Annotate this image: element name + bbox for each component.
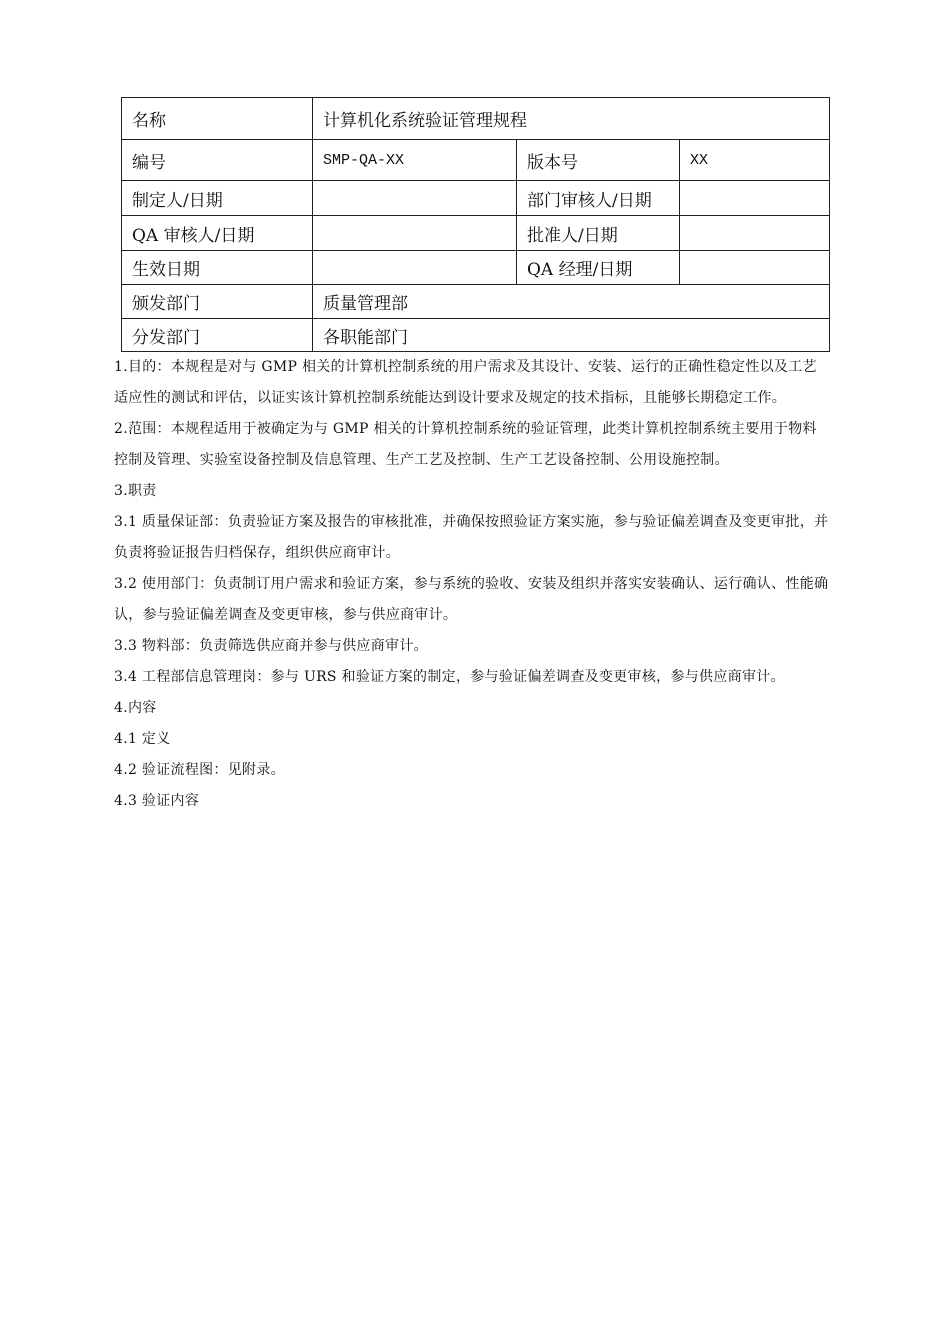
qa-manager-value	[680, 251, 830, 285]
effective-date-value	[313, 251, 517, 285]
section-resp-user-dept: 3.2 使用部门：负责制订用户需求和验证方案，参与系统的验收、安装及组织并落实安装确认、运行确认、性能确认，参与验证偏差调查及变更审核，参与供应商审计。	[114, 576, 829, 623]
dept-review-label: 部门审核人/日期	[517, 181, 680, 216]
code-value: SMP-QA-XX	[313, 140, 517, 181]
section-resp-materials: 3.3 物料部：负责筛选供应商并参与供应商审计。	[114, 638, 428, 654]
distribution-value: 各职能部门	[313, 319, 830, 352]
section-flowchart: 4.2 验证流程图：见附录。	[114, 762, 285, 778]
section-validation-content: 4.3 验证内容	[114, 793, 200, 809]
table-row-qa-review	[122, 216, 830, 251]
issuing-dept-value: 质量管理部	[313, 285, 830, 319]
table-row-issuing	[122, 285, 830, 319]
approver-value	[680, 216, 830, 251]
qa-review-label: QA 审核人/日期	[122, 216, 313, 251]
qa-review-value	[313, 216, 517, 251]
document-header-table	[121, 97, 830, 352]
approver-label: 批准人/日期	[517, 216, 680, 251]
code-label: 编号	[122, 140, 313, 181]
table-row-author	[122, 181, 830, 216]
issuing-dept-label: 颁发部门	[122, 285, 313, 319]
table-row-effective	[122, 251, 830, 285]
author-value	[313, 181, 517, 216]
section-content-heading: 4.内容	[114, 700, 157, 716]
effective-date-label: 生效日期	[122, 251, 313, 285]
section-scope: 2.范围：本规程适用于被确定为与 GMP 相关的计算机控制系统的验证管理，此类计算机控制系统主要用于物料控制及管理、实验室设备控制及信息管理、生产工艺及控制、生产工艺设备控制、公用设施控制。	[114, 421, 817, 468]
document-body	[114, 352, 830, 817]
qa-manager-label: QA 经理/日期	[517, 251, 680, 285]
distribution-label: 分发部门	[122, 319, 313, 352]
table-row-distribution	[122, 319, 830, 352]
author-label: 制定人/日期	[122, 181, 313, 216]
version-value: XX	[680, 140, 830, 181]
section-responsibilities-heading: 3.职责	[114, 483, 157, 499]
section-resp-qa: 3.1 质量保证部：负责验证方案及报告的审核批准，并确保按照验证方案实施，参与验证偏差调查及变更审批，并负责将验证报告归档保存，组织供应商审计。	[114, 514, 829, 561]
section-resp-engineering: 3.4 工程部信息管理岗：参与 URS 和验证方案的制定，参与验证偏差调查及变更审核，参与供应商审计。	[114, 669, 785, 685]
table-row-name	[122, 98, 830, 140]
dept-review-value	[680, 181, 830, 216]
name-value: 计算机化系统验证管理规程	[313, 98, 830, 140]
table-row-code	[122, 140, 830, 181]
version-label: 版本号	[517, 140, 680, 181]
section-purpose: 1.目的：本规程是对与 GMP 相关的计算机控制系统的用户需求及其设计、安装、运行的正确性稳定性以及工艺适应性的测试和评估，以证实该计算机控制系统能达到设计要求及规定的技术指标，且能够长期稳定工作。	[114, 359, 817, 406]
section-definition: 4.1 定义	[114, 731, 171, 747]
name-label: 名称	[122, 98, 313, 140]
